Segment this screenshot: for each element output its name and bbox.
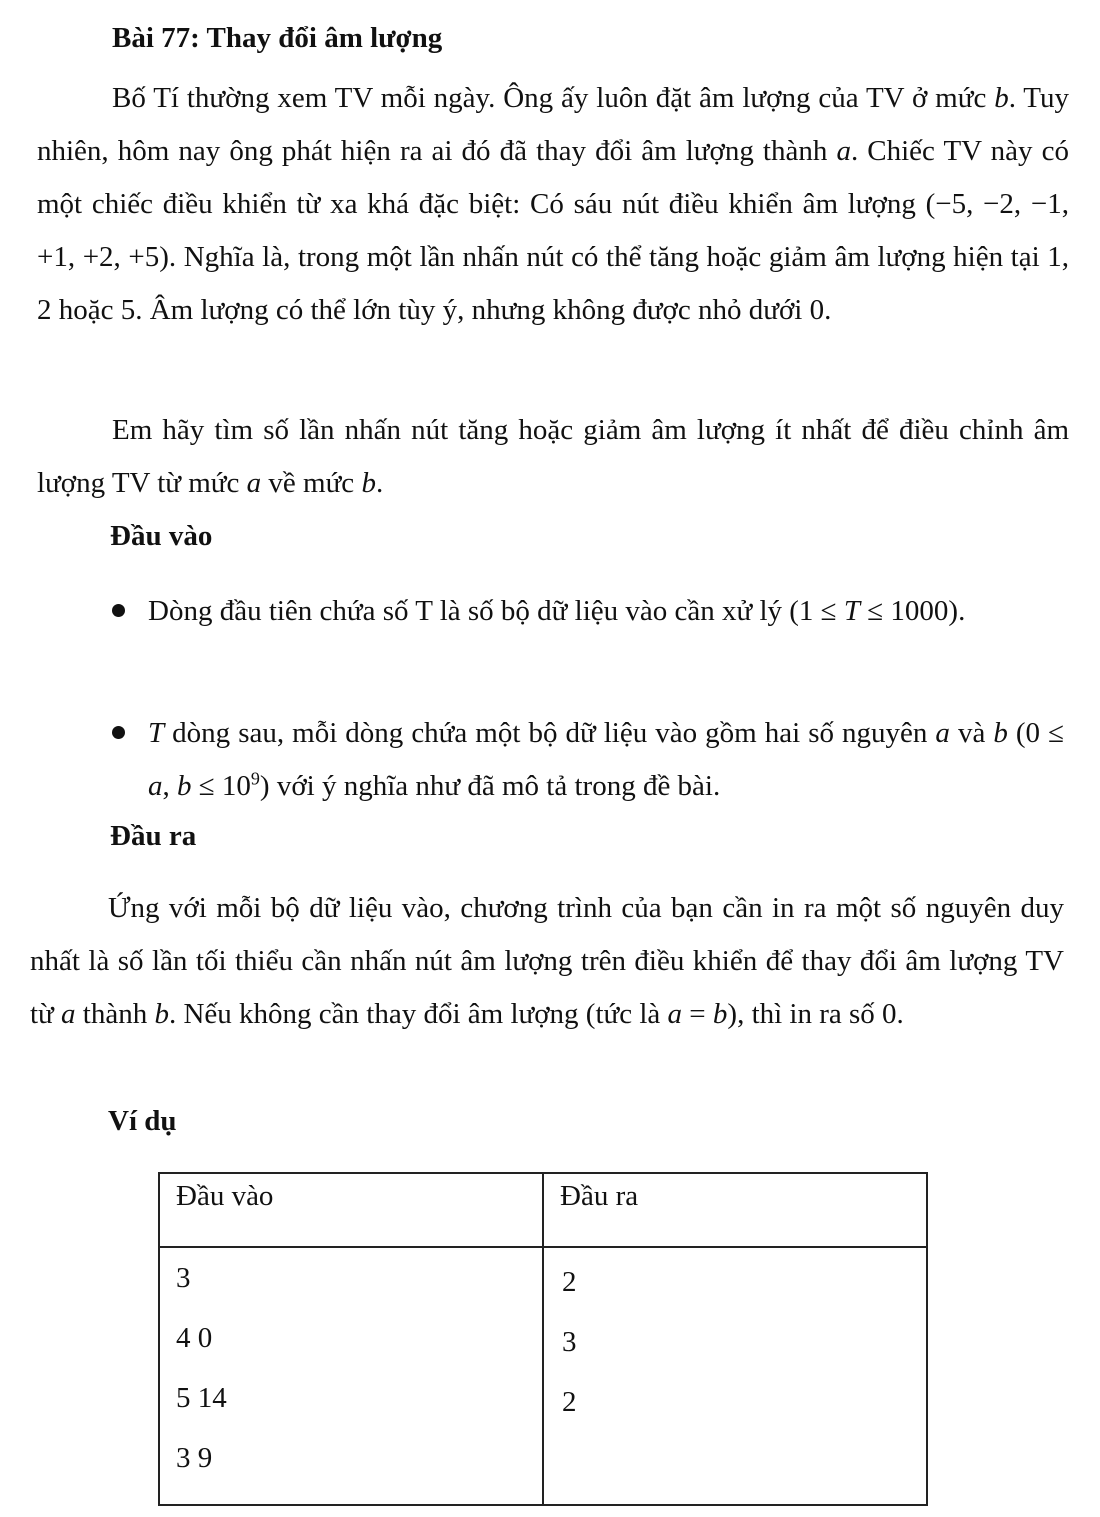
- var-T: T: [148, 717, 165, 749]
- bullet-text-1: dòng sau, mỗi dòng chứa một bộ dữ liệu vào gồm hai số nguyên: [164, 717, 936, 749]
- task-text-1: Em hãy tìm số lần nhấn nút tăng hoặc giảm âm lượng ít nhất để điều chỉnh âm lượng TV từ mức: [37, 414, 1069, 499]
- bullet-text-5: ≤ 10: [191, 770, 251, 802]
- bullet-text: [148, 585, 1064, 638]
- var-b: b: [361, 467, 376, 499]
- var-b: b: [994, 82, 1009, 114]
- bullet-text-1: Dòng đầu tiên chứa số T là số bộ dữ liệu vào cần xử lý (1 ≤: [148, 595, 844, 627]
- input-line: 5 14: [176, 1382, 227, 1414]
- bullet-icon: [112, 604, 125, 617]
- output-text-3: . Nếu không cần thay đổi âm lượng (tức là: [168, 998, 668, 1030]
- output-text-4: =: [682, 998, 713, 1030]
- example-table: [158, 1172, 928, 1506]
- table-header-row: [159, 1173, 927, 1247]
- bullet-text-4: ,: [162, 770, 177, 802]
- var-b: b: [154, 998, 169, 1030]
- var-a: a: [836, 135, 851, 167]
- problem-title: Bài 77: Thay đổi âm lượng: [112, 22, 443, 54]
- intro-paragraph: [37, 72, 1069, 337]
- var-a: a: [246, 467, 262, 499]
- bullet-text-3: (0 ≤: [1007, 717, 1064, 749]
- output-text-2: thành: [75, 998, 155, 1030]
- var-b: b: [712, 998, 728, 1030]
- bullet-text-2: ≤ 1000).: [860, 595, 966, 627]
- input-line: 3: [176, 1262, 191, 1294]
- bullet-icon: [112, 726, 125, 739]
- task-text-2: về mức: [261, 467, 362, 499]
- var-b: b: [993, 717, 1008, 749]
- output-line: 2: [562, 1386, 577, 1418]
- output-heading: Đầu ra: [110, 820, 197, 852]
- exponent: 9: [250, 768, 260, 789]
- output-text-1: Ứng với mỗi bộ dữ liệu vào, chương trình của bạn cần in ra một số nguyên duy nhất là số lần tối thiểu cần nhấn nút âm lượng trên điều khiển để thay đổi âm lượng TV từ: [30, 892, 1064, 1030]
- intro-text-1: Bố Tí thường xem TV mỗi ngày. Ông ấy luôn đặt âm lượng của TV ở mức: [112, 82, 995, 114]
- table-header-output: Đầu ra: [543, 1173, 927, 1247]
- example-heading: Ví dụ: [108, 1105, 177, 1137]
- bullet-text-6: ) với ý nghĩa như đã mô tả trong đề bài.: [259, 770, 721, 802]
- var-a: a: [935, 717, 950, 749]
- output-paragraph: [30, 882, 1064, 1041]
- input-line: 4 0: [176, 1322, 213, 1354]
- output-line: 3: [562, 1326, 577, 1358]
- bullet-text-2: và: [949, 717, 994, 749]
- var-a: a: [667, 998, 683, 1030]
- input-heading: Đầu vào: [110, 520, 213, 552]
- output-text-5: ), thì in ra số 0.: [727, 998, 904, 1030]
- var-b: b: [177, 770, 192, 802]
- intro-text-2: . Tuy nhiên, hôm nay ông phát hiện ra ai đó đã thay đổi âm lượng thành: [37, 82, 1070, 167]
- table-row: [159, 1247, 927, 1505]
- table-header-input: Đầu vào: [159, 1173, 543, 1247]
- input-line: 3 9: [176, 1442, 213, 1474]
- intro-text-3: . Chiếc TV này có một chiếc điều khiển từ xa khá đặc biệt: Có sáu nút điều khiển âm lượng (−5, −2, −1, +1, +2, +5). Nghĩa là, trong một lần nhấn nút có thể tăng hoặc giảm âm lượng hiện tại 1, 2 hoặc 5. Âm lượng có thể lớn tùy ý, nhưng không được nhỏ dưới 0.: [37, 135, 1069, 326]
- output-line: 2: [562, 1266, 577, 1298]
- bullet-text: [148, 707, 1064, 813]
- table-cell-output: [543, 1247, 927, 1505]
- task-paragraph: [37, 404, 1069, 510]
- var-T: T: [843, 595, 860, 627]
- var-a: a: [148, 770, 163, 802]
- table-cell-input: [159, 1247, 543, 1505]
- task-text-3: .: [375, 467, 384, 499]
- var-a: a: [61, 998, 76, 1030]
